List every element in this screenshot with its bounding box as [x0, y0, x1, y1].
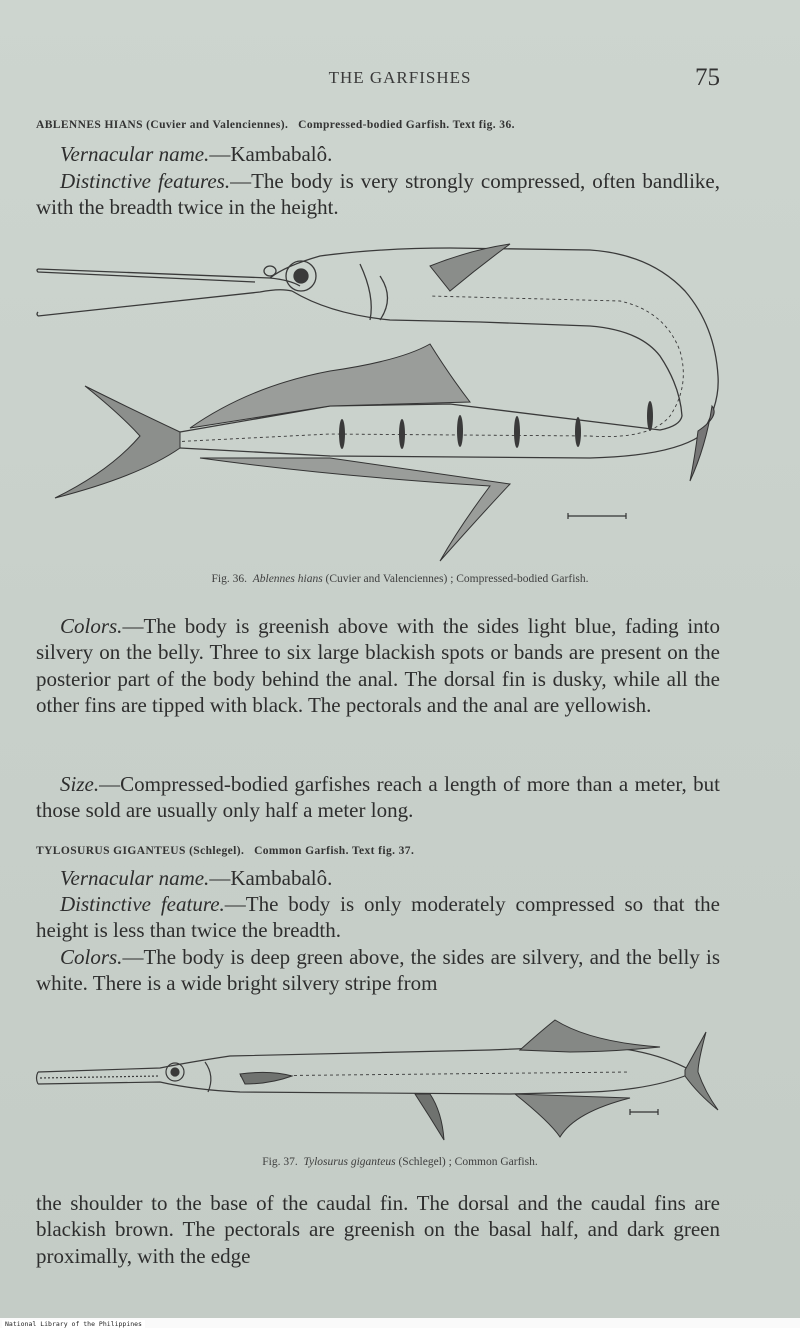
species-heading-ablennes — [36, 119, 515, 131]
size-paragraph — [36, 771, 720, 824]
features-label: Distinctive features. — [60, 169, 231, 193]
running-head: THE GARFISHES — [328, 68, 472, 87]
colors-paragraph-tylosurus-continued — [36, 1190, 720, 1269]
figure-36-caption-scientific-name: Ablennes hians — [252, 573, 323, 585]
figure-36-ablennes-hians-illustration — [30, 236, 730, 566]
colors-paragraph-tylosurus — [36, 944, 720, 997]
vernacular-value: —Kambabalô. — [209, 142, 333, 166]
figure-36-caption — [0, 573, 800, 585]
library-credit: National Library of the Philippines — [2, 1320, 145, 1328]
colors-label: Colors. — [60, 945, 123, 969]
species-heading-name: ABLENNES HIANS (Cuvier and Valenciennes). — [36, 119, 289, 131]
vernacular-label: Vernacular name. — [60, 866, 210, 890]
feature-label: Distinctive feature. — [60, 892, 225, 916]
species-heading-tylosurus — [36, 845, 414, 857]
colors-label: Colors. — [60, 614, 123, 638]
colors-paragraph-ablennes — [36, 613, 720, 718]
species-heading-name: TYLOSURUS GIGANTEUS (Schlegel). — [36, 845, 245, 857]
figure-37-caption-prefix: Fig. 37. — [262, 1156, 298, 1168]
distinctive-feature-paragraph — [36, 891, 720, 944]
size-text: —Compressed-bodied garfishes reach a length of more than a meter, but those sold are usually only half a meter long. — [36, 772, 720, 823]
vernacular-name-paragraph — [36, 141, 720, 167]
species-heading-meta: Common Garfish. Text fig. 37. — [254, 845, 415, 857]
figure-36-caption-prefix: Fig. 36. — [211, 573, 247, 585]
size-label: Size. — [60, 772, 100, 796]
figure-37-caption-rest: (Schlegel) ; Common Garfish. — [398, 1156, 538, 1168]
figure-36-caption-rest: (Cuvier and Valenciennes) ; Compressed-bodied Garfish. — [325, 573, 589, 585]
features-text: —The body is very strongly compressed, often bandlike, with the breadth twice in the height. — [36, 169, 720, 220]
distinctive-features-paragraph — [36, 168, 720, 221]
colors-text: —The body is greenish above with the sides light blue, fading into silvery on the belly. Three to six large blackish spots or bands are present on the posterior part of the body behind the anal. The dorsal fin is dusky, while all the other fins are tipped with black. The pectorals and the anal are yellowish. — [36, 614, 720, 717]
figure-37-tylosurus-giganteus-illustration — [30, 1012, 730, 1147]
feature-text: —The body is only moderately compressed so that the height is less than twice the breadth. — [36, 892, 720, 943]
colors-text-part1: —The body is deep green above, the sides are silvery, and the belly is white. There is a wide bright silvery stripe from — [36, 945, 720, 996]
species-heading-meta: Compressed-bodied Garfish. Text fig. 36. — [298, 119, 515, 131]
page-number: 75 — [695, 64, 720, 91]
vernacular-value: —Kambabalô. — [209, 866, 333, 890]
figure-37-caption — [0, 1156, 800, 1168]
figure-37-caption-scientific-name: Tylosurus giganteus — [303, 1156, 396, 1168]
vernacular-name-paragraph-2 — [36, 865, 720, 891]
colors-text-part2: the shoulder to the base of the caudal fin. The dorsal and the caudal fins are blackish brown. The pectorals are greenish on the basal half, and dark green proximally, with the edge — [36, 1191, 720, 1268]
vernacular-label: Vernacular name. — [60, 142, 210, 166]
